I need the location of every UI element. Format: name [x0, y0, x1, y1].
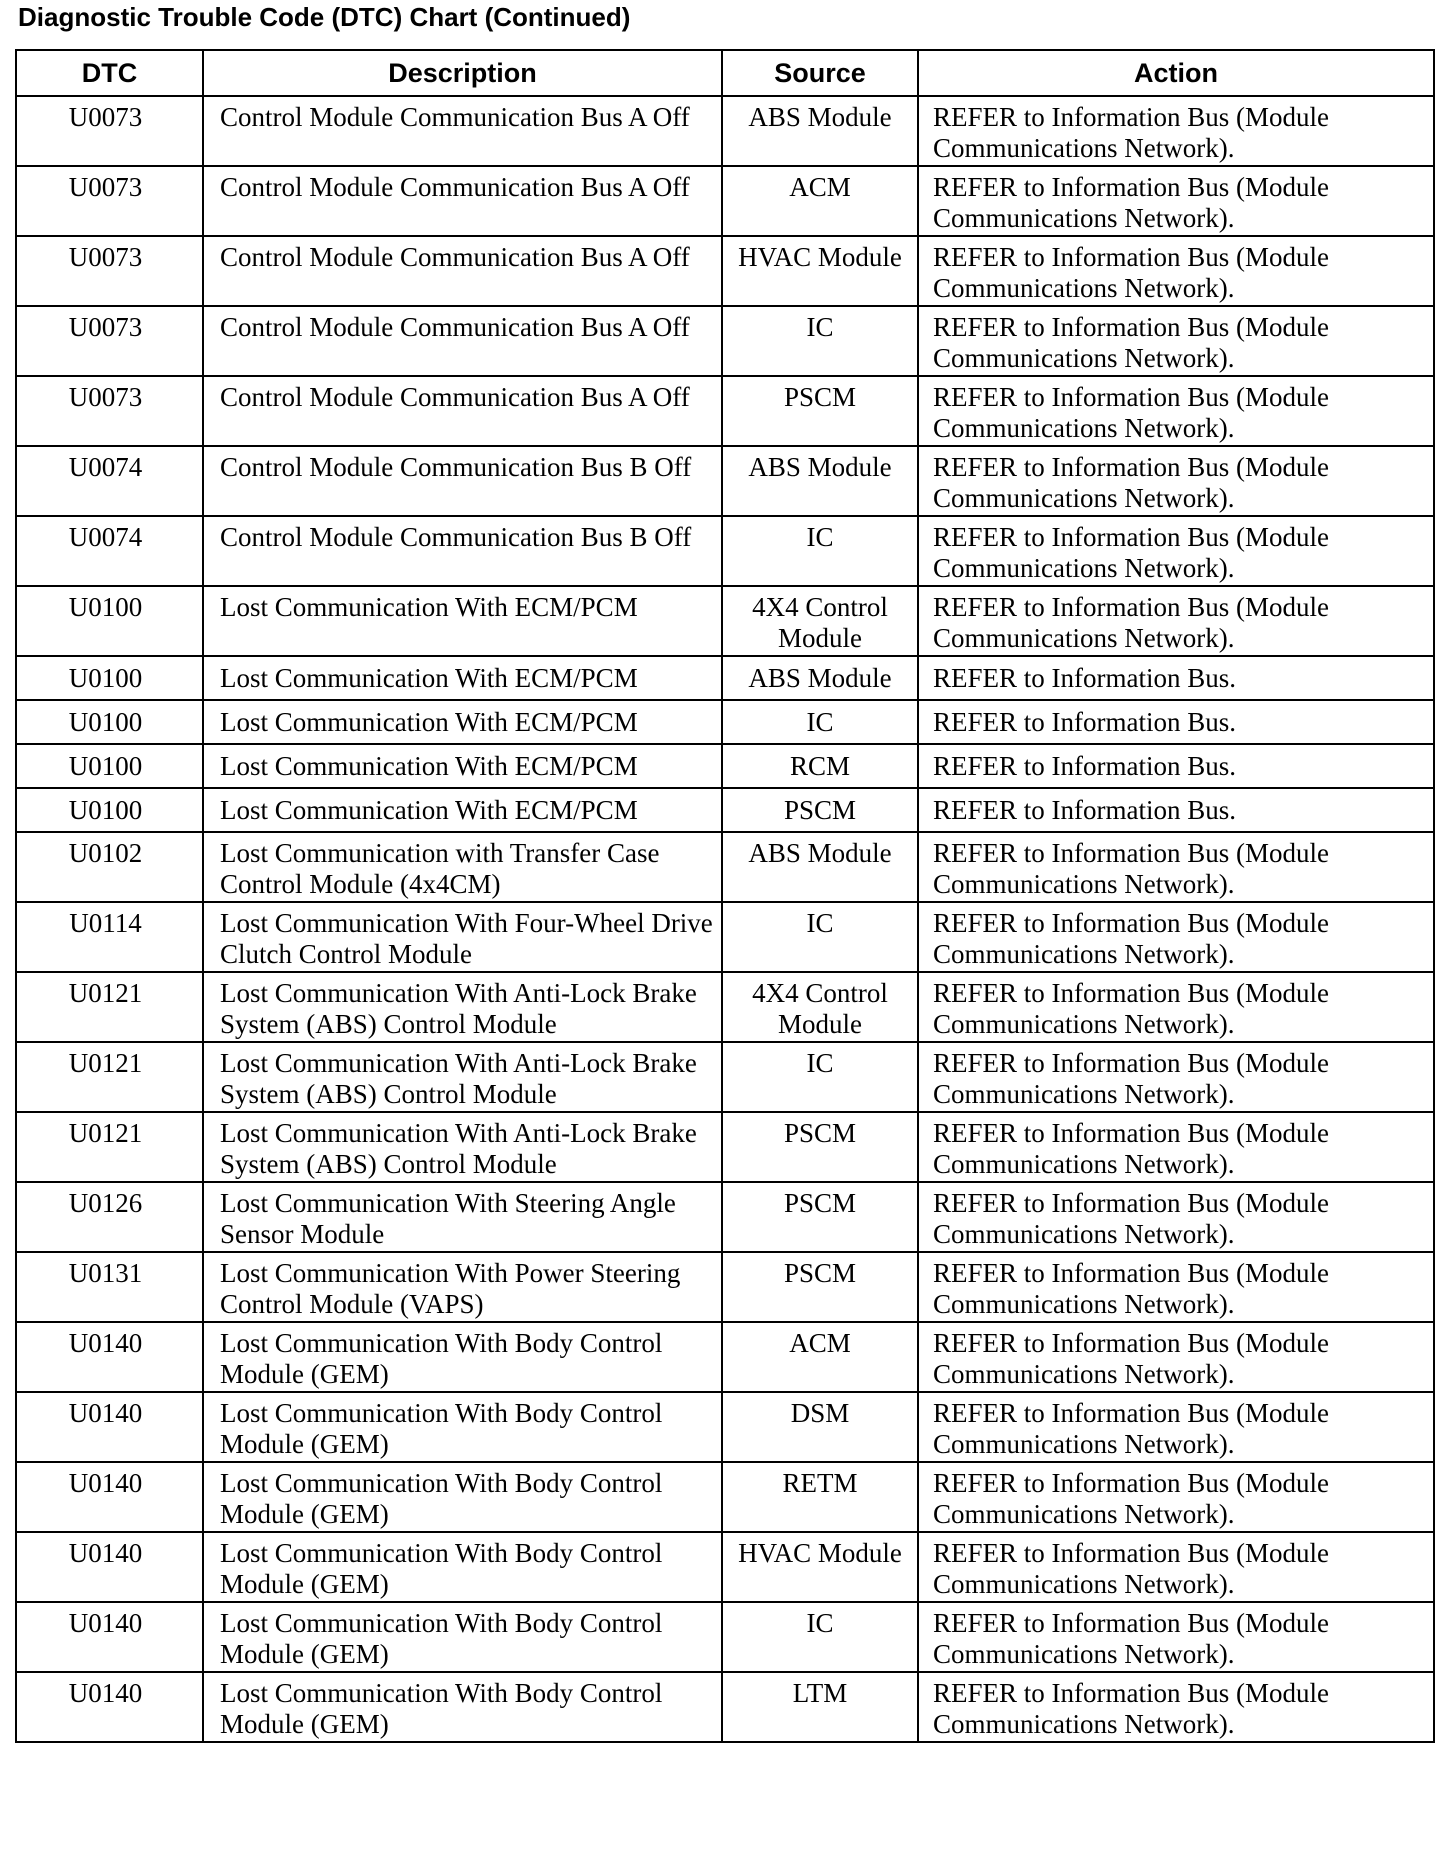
table-row: [16, 1042, 1434, 1112]
table-row: [16, 96, 1434, 166]
cell-action: REFER to Information Bus (Module Communications Network).: [918, 1182, 1434, 1252]
table-row: [16, 1602, 1434, 1672]
cell-action: REFER to Information Bus.: [918, 744, 1434, 788]
table-row: [16, 516, 1434, 586]
cell-dtc: U0100: [16, 656, 203, 700]
cell-action: REFER to Information Bus (Module Communications Network).: [918, 376, 1434, 446]
cell-dtc: U0131: [16, 1252, 203, 1322]
cell-dtc: U0140: [16, 1532, 203, 1602]
cell-source: LTM: [722, 1672, 918, 1742]
cell-dtc: U0102: [16, 832, 203, 902]
header-row: [16, 50, 1434, 96]
cell-source: ABS Module: [722, 96, 918, 166]
cell-action: REFER to Information Bus (Module Communications Network).: [918, 972, 1434, 1042]
cell-dtc: U0140: [16, 1322, 203, 1392]
cell-source: 4X4 Control Module: [722, 586, 918, 656]
cell-description: Control Module Communication Bus B Off: [203, 446, 722, 516]
cell-description: Control Module Communication Bus A Off: [203, 166, 722, 236]
cell-description: Lost Communication With Body Control Module (GEM): [203, 1672, 722, 1742]
cell-action: REFER to Information Bus (Module Communications Network).: [918, 902, 1434, 972]
cell-dtc: U0114: [16, 902, 203, 972]
cell-source: ABS Module: [722, 832, 918, 902]
cell-source: RETM: [722, 1462, 918, 1532]
cell-description: Lost Communication With Body Control Module (GEM): [203, 1602, 722, 1672]
cell-source: PSCM: [722, 376, 918, 446]
cell-dtc: U0140: [16, 1462, 203, 1532]
cell-source: ABS Module: [722, 446, 918, 516]
cell-source: HVAC Module: [722, 1532, 918, 1602]
table-row: [16, 1462, 1434, 1532]
cell-description: Lost Communication With Body Control Module (GEM): [203, 1532, 722, 1602]
cell-dtc: U0100: [16, 586, 203, 656]
cell-description: Control Module Communication Bus B Off: [203, 516, 722, 586]
cell-source: PSCM: [722, 1252, 918, 1322]
table-row: [16, 744, 1434, 788]
table-row: [16, 1672, 1434, 1742]
cell-action: REFER to Information Bus (Module Communications Network).: [918, 832, 1434, 902]
cell-description: Lost Communication With Steering Angle Sensor Module: [203, 1182, 722, 1252]
cell-description: Lost Communication With ECM/PCM: [203, 586, 722, 656]
cell-source: PSCM: [722, 1112, 918, 1182]
cell-dtc: U0100: [16, 700, 203, 744]
cell-action: REFER to Information Bus (Module Communications Network).: [918, 236, 1434, 306]
page-title: Diagnostic Trouble Code (DTC) Chart (Continued): [18, 2, 631, 32]
cell-dtc: U0126: [16, 1182, 203, 1252]
cell-description: Control Module Communication Bus A Off: [203, 306, 722, 376]
cell-description: Lost Communication with Transfer Case Control Module (4x4CM): [203, 832, 722, 902]
dtc-chart-table: [15, 49, 1435, 1743]
cell-description: Control Module Communication Bus A Off: [203, 376, 722, 446]
cell-dtc: U0073: [16, 376, 203, 446]
table-row: [16, 1322, 1434, 1392]
cell-source: IC: [722, 1042, 918, 1112]
header-dtc: DTC: [16, 50, 203, 96]
cell-dtc: U0121: [16, 1042, 203, 1112]
cell-dtc: U0073: [16, 236, 203, 306]
cell-action: REFER to Information Bus (Module Communications Network).: [918, 586, 1434, 656]
cell-source: IC: [722, 1602, 918, 1672]
table-row: [16, 446, 1434, 516]
header-action: Action: [918, 50, 1434, 96]
table-row: [16, 656, 1434, 700]
table-row: [16, 376, 1434, 446]
cell-source: PSCM: [722, 788, 918, 832]
cell-description: Lost Communication With Body Control Module (GEM): [203, 1462, 722, 1532]
table-row: [16, 972, 1434, 1042]
cell-description: Lost Communication With Anti-Lock Brake System (ABS) Control Module: [203, 972, 722, 1042]
cell-description: Lost Communication With Body Control Module (GEM): [203, 1392, 722, 1462]
table-row: [16, 788, 1434, 832]
cell-source: ACM: [722, 1322, 918, 1392]
cell-dtc: U0073: [16, 96, 203, 166]
cell-dtc: U0140: [16, 1672, 203, 1742]
cell-action: REFER to Information Bus (Module Communications Network).: [918, 1672, 1434, 1742]
table-row: [16, 832, 1434, 902]
cell-action: REFER to Information Bus (Module Communications Network).: [918, 1042, 1434, 1112]
cell-dtc: U0073: [16, 166, 203, 236]
cell-dtc: U0074: [16, 516, 203, 586]
table-row: [16, 902, 1434, 972]
cell-source: IC: [722, 516, 918, 586]
table-row: [16, 1112, 1434, 1182]
cell-description: Lost Communication With Four-Wheel Drive Clutch Control Module: [203, 902, 722, 972]
cell-source: IC: [722, 306, 918, 376]
cell-dtc: U0140: [16, 1602, 203, 1672]
cell-description: Lost Communication With Anti-Lock Brake System (ABS) Control Module: [203, 1042, 722, 1112]
table-row: [16, 1532, 1434, 1602]
cell-dtc: U0121: [16, 1112, 203, 1182]
table-row: [16, 700, 1434, 744]
table-row: [16, 236, 1434, 306]
cell-description: Lost Communication With Anti-Lock Brake System (ABS) Control Module: [203, 1112, 722, 1182]
cell-action: REFER to Information Bus (Module Communications Network).: [918, 516, 1434, 586]
cell-description: Lost Communication With ECM/PCM: [203, 656, 722, 700]
cell-dtc: U0100: [16, 788, 203, 832]
cell-action: REFER to Information Bus (Module Communications Network).: [918, 306, 1434, 376]
cell-action: REFER to Information Bus (Module Communications Network).: [918, 446, 1434, 516]
table-row: [16, 1392, 1434, 1462]
cell-dtc: U0121: [16, 972, 203, 1042]
cell-source: PSCM: [722, 1182, 918, 1252]
header-description: Description: [203, 50, 722, 96]
cell-dtc: U0100: [16, 744, 203, 788]
cell-description: Lost Communication With ECM/PCM: [203, 700, 722, 744]
table-row: [16, 306, 1434, 376]
cell-source: RCM: [722, 744, 918, 788]
cell-action: REFER to Information Bus (Module Communications Network).: [918, 96, 1434, 166]
cell-dtc: U0073: [16, 306, 203, 376]
cell-description: Lost Communication With Power Steering Control Module (VAPS): [203, 1252, 722, 1322]
cell-action: REFER to Information Bus.: [918, 656, 1434, 700]
header-source: Source: [722, 50, 918, 96]
cell-dtc: U0074: [16, 446, 203, 516]
cell-description: Lost Communication With Body Control Module (GEM): [203, 1322, 722, 1392]
cell-source: DSM: [722, 1392, 918, 1462]
table-row: [16, 586, 1434, 656]
cell-source: ABS Module: [722, 656, 918, 700]
table-row: [16, 1252, 1434, 1322]
cell-description: Lost Communication With ECM/PCM: [203, 744, 722, 788]
cell-action: REFER to Information Bus (Module Communications Network).: [918, 1602, 1434, 1672]
cell-action: REFER to Information Bus (Module Communications Network).: [918, 1532, 1434, 1602]
cell-action: REFER to Information Bus.: [918, 788, 1434, 832]
table-row: [16, 1182, 1434, 1252]
cell-action: REFER to Information Bus.: [918, 700, 1434, 744]
cell-dtc: U0140: [16, 1392, 203, 1462]
cell-action: REFER to Information Bus (Module Communications Network).: [918, 166, 1434, 236]
cell-source: IC: [722, 700, 918, 744]
cell-source: IC: [722, 902, 918, 972]
cell-action: REFER to Information Bus (Module Communications Network).: [918, 1462, 1434, 1532]
cell-description: Control Module Communication Bus A Off: [203, 96, 722, 166]
cell-action: REFER to Information Bus (Module Communications Network).: [918, 1112, 1434, 1182]
cell-action: REFER to Information Bus (Module Communications Network).: [918, 1252, 1434, 1322]
table-row: [16, 166, 1434, 236]
cell-action: REFER to Information Bus (Module Communications Network).: [918, 1322, 1434, 1392]
cell-source: HVAC Module: [722, 236, 918, 306]
cell-source: 4X4 Control Module: [722, 972, 918, 1042]
cell-source: ACM: [722, 166, 918, 236]
cell-description: Lost Communication With ECM/PCM: [203, 788, 722, 832]
cell-action: REFER to Information Bus (Module Communications Network).: [918, 1392, 1434, 1462]
cell-description: Control Module Communication Bus A Off: [203, 236, 722, 306]
